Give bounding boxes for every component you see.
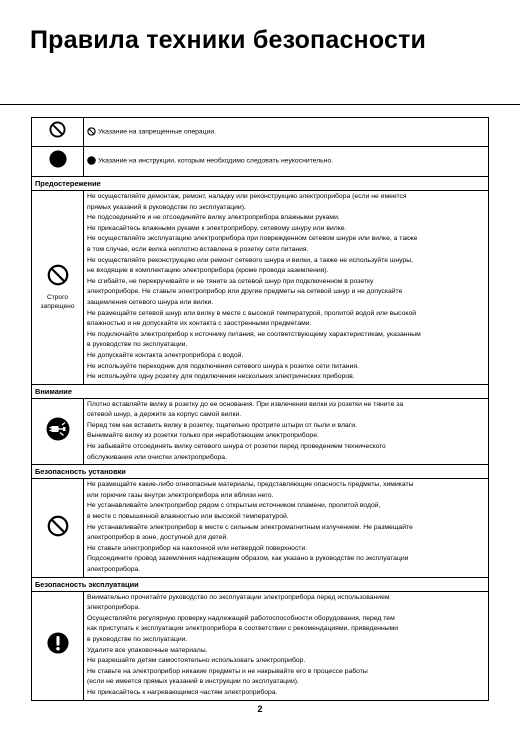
text-line: в руководстве по эксплуатации. — [87, 341, 188, 349]
text-line: (если не имеется прямых указаний в инструкции по эксплуатации). — [87, 678, 299, 686]
text-line: Подсоедините провод заземления надлежащим образом, как указано в руководстве по эксплуатации — [87, 555, 409, 563]
text-line: в месте с повышенной влажностью или высокой температурой. — [87, 513, 289, 521]
text-line: Не используйте одну розетку для подключения нескольких электрических приборов. — [87, 373, 355, 381]
text-line: обслуживания или очистки электроприбора. — [87, 453, 227, 461]
text-line: Не прикасайтесь к нагревающимся частям электроприбора. — [87, 688, 278, 696]
text-line: Не устанавливайте электроприбор рядом с открытым источником пламени, пролитой водой, — [87, 502, 381, 510]
text-line: Не размещайте какие-либо огнеопасные материалы, представляющие опасность предметы, химикаты — [87, 481, 414, 489]
icon-caption-line: запрещено — [40, 302, 75, 310]
text-line: Не разрешайте детям самостоятельно использовать электроприбор. — [87, 657, 306, 665]
text-line: электроприбор в зоне, доступной для детей. — [87, 534, 229, 542]
section-body-row — [32, 191, 489, 385]
text-line: электроприборе. Не ставьте электроприбор или другие предметы на сетевой шнур и не допускайте — [87, 288, 403, 296]
prohibited-icon — [87, 127, 96, 136]
text-line: Не прикасайтесь влажными руками к электроприбору, сетевому шнуру или вилке. — [87, 224, 347, 232]
prohibited-icon — [49, 121, 66, 138]
section-icon-cell — [32, 191, 84, 385]
text-line: Удалите все упаковочные материалы. — [87, 646, 208, 654]
page-title: Правила техники безопасности — [30, 26, 427, 54]
section-icon-cell — [32, 398, 84, 465]
text-line: Плотно вставляйте вилку в розетку до ее основания. При извлечении вилки из розетки не тяните за — [87, 400, 404, 408]
section-text-cell — [84, 479, 489, 577]
section-header-attention: Внимание — [32, 384, 489, 398]
section-header-row — [32, 465, 489, 479]
text-line: Не сгибайте, не перекручивайте и не тяните за сетевой шнур при подключенном в розетку — [87, 277, 374, 285]
text-line: Не ставьте на электроприбор никакие предметы и не накрывайте его в процессе работы — [87, 667, 368, 675]
section-header-row — [32, 384, 489, 398]
page-number: 2 — [257, 704, 263, 714]
icon-caption-line: Строго — [46, 293, 69, 301]
legend-mandatory-text: Указание на инструкции, которым необходимо следовать неукоснительно. — [98, 157, 334, 165]
section-text-cell — [84, 398, 489, 465]
section-text-cell — [84, 191, 489, 385]
text-line: Не подключайте электроприбор к источнику питания, не соответствующему характеристикам, указанным — [87, 330, 421, 338]
text-line: электроприбора. — [87, 604, 141, 612]
title-divider — [0, 104, 520, 105]
text-line: Не забывайте отсоединять вилку сетевого шнура от розетки перед проведением технического — [87, 443, 386, 451]
text-line: не входящие в комплектацию электроприбора (кроме провода заземления). — [87, 267, 329, 275]
section-icon-cell — [32, 591, 84, 700]
unplug-icon — [46, 417, 70, 441]
text-line: Не допускайте контакта электроприбора с водой. — [87, 351, 244, 359]
text-line: Не размещайте сетевой шнур или вилку в месте с высокой температурой, пролитой водой или высокой — [87, 309, 417, 317]
legend-icon-cell — [32, 147, 84, 177]
section-header-row — [32, 177, 489, 191]
text-line: в том случае, если вилка неплотно вставлена в розетку сети питания. — [87, 245, 309, 253]
mandatory-icon — [87, 156, 96, 165]
section-body-row — [32, 591, 489, 700]
text-line: Внимательно прочитайте руководство по эксплуатации электроприбора перед использованием — [87, 593, 390, 601]
section-header-caution: Предостережение — [32, 177, 489, 191]
text-line: сетевой шнур, а держите за корпус самой вилки. — [87, 411, 242, 419]
mandatory-icon — [49, 150, 67, 168]
text-line: Не осуществляйте реконструкцию или ремонт сетевого шнура и вилки, а также не используйте шнуры, — [87, 256, 413, 264]
text-line: защемления сетевого шнура или вилки. — [87, 298, 214, 306]
section-body-row — [32, 479, 489, 577]
text-line: Перед тем как вставить вилку в розетку, тщательно протрите штыри от пыли и влаги. — [87, 421, 357, 429]
exclamation-icon — [47, 632, 69, 654]
text-line: Вынимайте вилку из розетки только при неработающем электроприборе. — [87, 432, 319, 440]
text-line: как приступать к эксплуатации электроприбора в соответствии с рекомендациями, приведенными — [87, 625, 399, 633]
safety-table — [31, 117, 489, 701]
text-line: прямых указаний в руководстве по эксплуатации). — [87, 203, 246, 211]
legend-text-cell — [84, 118, 489, 147]
legend-icon-cell — [32, 118, 84, 147]
text-line: электроприбора. — [87, 566, 141, 573]
section-header-operation: Безопасность эксплуатации — [32, 577, 489, 591]
section-icon-cell — [32, 479, 84, 577]
text-line: Не устанавливайте электроприбор в месте с сильным электромагнитным излучением. Не размещайте — [87, 523, 413, 531]
legend-prohibited-text: Указание на запрещенные операции. — [98, 127, 217, 135]
legend-row-mandatory — [32, 147, 489, 177]
text-line: Не ставьте электроприбор на наклонной или нетвердой поверхности. — [87, 544, 308, 552]
text-line: Не осуществляйте эксплуатацию электроприбора при поврежденном сетевом шнуре или вилке, а также — [87, 235, 418, 243]
text-line: или горючие газы внутри электроприбора или вблизи него. — [87, 491, 274, 499]
text-line: Не используйте переходник для подключения сетевого шнура к розетке сети питания. — [87, 362, 359, 370]
legend-text-cell — [84, 147, 489, 177]
prohibited-icon — [47, 515, 69, 537]
section-header-row — [32, 577, 489, 591]
prohibited-icon — [47, 264, 69, 286]
section-header-installation: Безопасность установки — [32, 465, 489, 479]
text-line: Не подсоединяйте и не отсоединяйте вилку электроприбора влажными руками. — [87, 214, 340, 222]
text-line: Осуществляйте регулярную проверку надлежащей работоспособности оборудования, перед тем — [87, 614, 395, 622]
text-line: Не осуществляйте демонтаж, ремонт, наладку или реконструкцию электроприбора (если не имеется — [87, 193, 407, 200]
text-line: влажностью и не допускайте их контакта с заостренными предметами. — [87, 320, 312, 328]
section-text-cell — [84, 591, 489, 700]
text-line: в руководстве по эксплуатации. — [87, 635, 188, 643]
section-body-row — [32, 398, 489, 465]
legend-row-prohibited — [32, 118, 489, 147]
